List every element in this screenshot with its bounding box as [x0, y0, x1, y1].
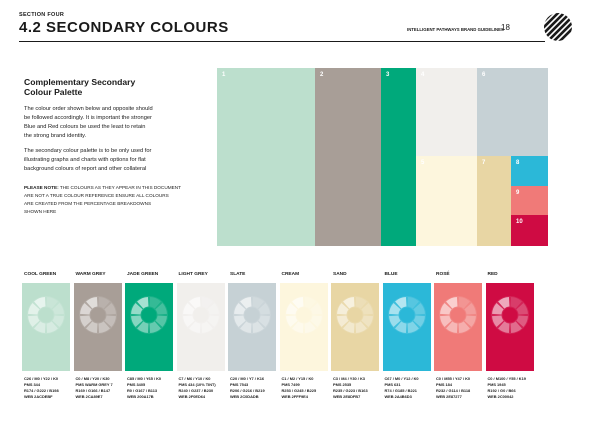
tint-ring-icon	[22, 283, 70, 371]
swatch-name: ROSÉ	[436, 272, 450, 277]
swatch-card	[74, 283, 122, 371]
spec-line: R74 / G185 / B221	[384, 388, 417, 393]
palette-block-number: 10	[516, 219, 523, 225]
swatch-spec	[76, 376, 113, 400]
intro-heading-line: Colour Palette	[24, 87, 83, 97]
spec-line: R240 / G237 / B230	[178, 388, 214, 393]
swatch-spec	[230, 376, 265, 400]
palette-block-number: 7	[482, 160, 486, 166]
spec-line: R235 / G223 / B163	[333, 388, 368, 393]
swatch-spec	[179, 376, 216, 400]
section-label: SECTION FOUR	[19, 12, 65, 18]
swatch-name: CREAM	[281, 272, 300, 277]
swatch-name: COOL GREEN	[24, 272, 57, 277]
note-lead: PLEASE NOTE:	[24, 185, 59, 190]
spec-line: C3 / M4 / Y30 / K3	[333, 376, 365, 381]
spec-line: C0 / M8 / Y20 / K30	[75, 376, 110, 381]
tint-ring-icon	[177, 283, 225, 371]
spec-line: R253 / G245 / B225	[281, 388, 317, 393]
palette-block-4	[416, 68, 477, 156]
spec-line: C26 / M0 / Y22 / K0	[24, 376, 59, 381]
spec-line: WEB 2C00042	[487, 394, 514, 399]
palette-block-6	[477, 68, 548, 156]
swatch-card	[177, 283, 225, 371]
text-line: Blue and Red colours be used the least to retain	[24, 124, 146, 130]
tint-ring-icon	[228, 283, 276, 371]
spec-line: R169 / G166 / B147	[75, 388, 111, 393]
intro-heading-line: Complementary Secondary	[24, 77, 136, 87]
palette-block-2	[315, 68, 381, 246]
text-line: illustrating graphs and charts with options for flat	[24, 157, 146, 163]
spec-line: C0 / M55 / Y47 / K0	[436, 376, 471, 381]
spec-line: R192 / G0 / B66	[487, 388, 516, 393]
spec-line: WEB 2E87277	[436, 394, 462, 399]
swatch-name: RED	[487, 272, 498, 277]
swatch-card	[125, 283, 173, 371]
swatch-name: SAND	[333, 272, 347, 277]
page-number: 18	[501, 23, 510, 32]
palette-block-number: 3	[386, 72, 390, 78]
tint-ring-icon	[486, 283, 534, 371]
swatch-name: JADE GREEN	[127, 272, 159, 277]
text-line: THE COLOURS AS THEY APPEAR IN THIS DOCUMENT	[58, 185, 181, 190]
palette-block-9	[511, 186, 548, 215]
spec-line: PMS 2535	[333, 382, 352, 387]
spec-line: C85 / M0 / Y65 / K0	[127, 376, 162, 381]
striped-circle-icon	[543, 12, 573, 42]
usage-paragraph	[24, 147, 214, 174]
swatch-spec	[24, 376, 59, 400]
spec-line: R174 / G222 / B198	[24, 388, 59, 393]
spec-line: PMS 3405	[127, 382, 146, 387]
page-title: 4.2 SECONDARY COLOURS	[19, 19, 229, 36]
palette-block-10	[511, 215, 548, 246]
palette-block-3	[381, 68, 416, 246]
swatch-spec	[282, 376, 317, 400]
spec-line: PMS 7543	[230, 382, 249, 387]
palette-block-number: 4	[421, 72, 425, 78]
spec-line: C67 / M0 / Y12 / K0	[384, 376, 419, 381]
spec-line: PMS 7499	[281, 382, 300, 387]
spec-line: PMS WARM GREY 7	[75, 382, 113, 387]
spec-line: PMS 1945	[487, 382, 506, 387]
spec-line: WEB 2ACDEBF	[24, 394, 53, 399]
spec-line: PMS 344	[24, 382, 41, 387]
swatch-card	[22, 283, 70, 371]
page-header	[19, 12, 579, 42]
palette-block-number: 9	[516, 190, 520, 196]
text-line: SHOWN HERE	[24, 209, 57, 214]
palette-block-number: 5	[421, 160, 425, 166]
spec-line: R206 / G216 / B219	[230, 388, 265, 393]
swatch-card	[331, 283, 379, 371]
intro-paragraph	[24, 105, 214, 141]
spec-line: PMS 631	[384, 382, 401, 387]
swatch-card	[280, 283, 328, 371]
swatch-name: BLUE	[384, 272, 398, 277]
tint-ring-icon	[383, 283, 431, 371]
text-line: background colours of report and other collateral	[24, 166, 147, 172]
swatch-spec	[333, 376, 368, 400]
text-line: be followed accordingly. It is important the stronger	[24, 115, 152, 121]
spec-line: R0 / G167 / B113	[127, 388, 158, 393]
spec-line: WEB 2FFF9E4	[281, 394, 308, 399]
spec-line: C20 / M0 / Y7 / K16	[230, 376, 265, 381]
intro-text	[24, 77, 214, 216]
spec-line: PMS 184	[436, 382, 453, 387]
swatch-spec	[385, 376, 419, 400]
swatch-spec	[127, 376, 161, 400]
palette-block-7	[477, 156, 511, 246]
spec-line: PMS 434 (10% TINT)	[178, 382, 216, 387]
swatch-name: LIGHT GREY	[178, 272, 208, 277]
palette-block-number: 8	[516, 160, 520, 166]
palette-block-1	[217, 68, 315, 246]
text-line: The colour order shown below and opposite should	[24, 106, 153, 112]
palette-block-5	[416, 156, 477, 246]
palette-block-number: 6	[482, 72, 486, 78]
tint-ring-icon	[74, 283, 122, 371]
spec-line: R232 / G114 / B118	[436, 388, 471, 393]
spec-line: WEB 2CA89E7	[75, 394, 103, 399]
swatch-name: WARM GREY	[75, 272, 106, 277]
spec-line: WEB 2E8DFB7	[333, 394, 361, 399]
palette-block-number: 1	[222, 72, 226, 78]
header-rule	[19, 41, 545, 42]
colour-note	[24, 184, 214, 216]
spec-line: C1 / M2 / Y15 / K0	[281, 376, 314, 381]
tint-ring-icon	[125, 283, 173, 371]
intro-heading	[24, 77, 214, 97]
text-line: ARE CREATED FROM THE PERCENTAGE BREAKDOWNS	[24, 201, 152, 206]
palette-block-8	[511, 156, 548, 186]
swatch-card	[228, 283, 276, 371]
swatch-spec	[488, 376, 526, 400]
tint-ring-icon	[280, 283, 328, 371]
swatch-spec	[436, 376, 470, 400]
swatch-name: SLATE	[230, 272, 246, 277]
spec-line: WEB 2C0DADB	[230, 394, 259, 399]
swatch-card	[486, 283, 534, 371]
text-line: ARE NOT A TRUE COLOUR REFERENCE ENSURE ALL COLOURS	[24, 193, 169, 198]
spec-line: WEB 2A4B6D3	[384, 394, 412, 399]
spec-line: WEB 2F0ED64	[178, 394, 206, 399]
spec-line: C7 / M6 / Y10 / K0	[178, 376, 211, 381]
swatch-card	[434, 283, 482, 371]
tint-ring-icon	[434, 283, 482, 371]
text-line: The secondary colour palette is to be only used for	[24, 148, 152, 154]
tint-ring-icon	[331, 283, 379, 371]
spec-line: C0 / M100 / Y55 / K19	[487, 376, 526, 381]
palette-block-number: 2	[320, 72, 324, 78]
spec-line: WEB 200A17B	[127, 394, 154, 399]
text-line: the strong brand identity.	[24, 133, 87, 139]
palette-blocks	[217, 68, 548, 246]
guide-label: INTELLIGENT PATHWAYS BRAND GUIDELINES	[407, 27, 504, 32]
swatch-card	[383, 283, 431, 371]
